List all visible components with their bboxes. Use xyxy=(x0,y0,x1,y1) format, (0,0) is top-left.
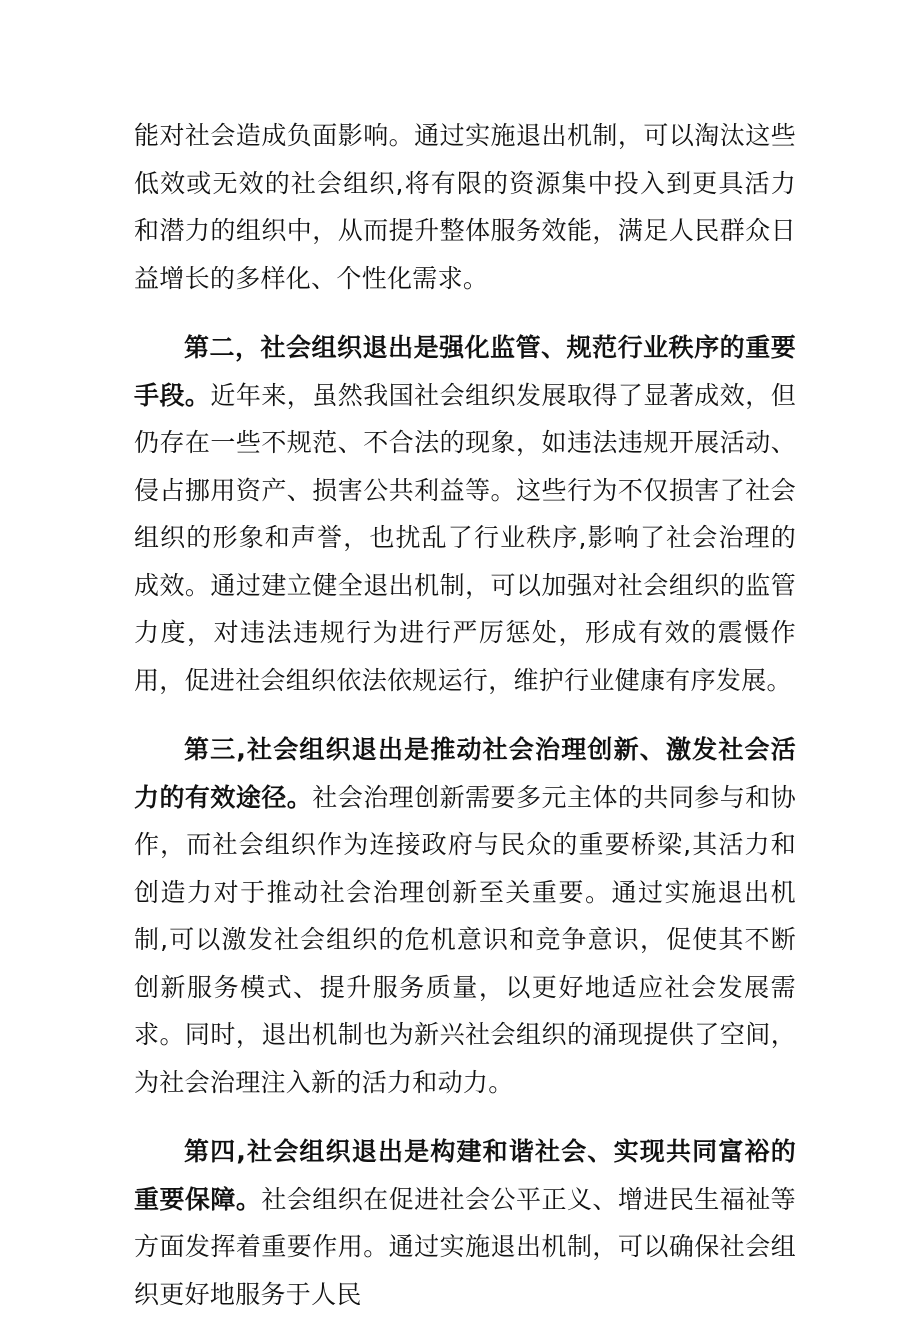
paragraph-body: 社会治理创新需要多元主体的共同参与和协作，而社会组织作为连接政府与民众的重要桥梁,其活力和创造力对于推动社会治理创新至关重要。通过实施退出机制,可以激发社会组织的危机意识和竞争意识，促使其不断创新服务模式、提升服务质量，以更好地适应社会发展需求。同时，退出机制也为新兴社会组织的涌现提供了空间，为社会治理注入新的活力和动力。 xyxy=(134,782,796,1097)
paragraph-body: 近年来，虽然我国社会组织发展取得了显著成效，但仍存在一些不规范、不合法的现象，如违法违规开展活动、侵占挪用资产、损害公共利益等。这些行为不仅损害了社会组织的形象和声誉，也扰乱了行业秩序,影响了社会治理的成效。通过建立健全退出机制，可以加强对社会组织的监管力度，对违法违规行为进行严厉惩处，形成有效的震慑作用，促进社会组织依法依规运行，维护行业健康有序发展。 xyxy=(134,380,796,695)
paragraph-lead: 第四,社会组织退出是构建和谐社会、实现共同富裕的重要保障。 xyxy=(134,1137,796,1214)
paragraph-body: 社会组织在促进社会公平正义、增进民生福祉等方面发挥着重要作用。通过实施退出机制，可以确保社会组织更好地服务于人民 xyxy=(134,1184,796,1309)
paragraph-body: 能对社会造成负面影响。通过实施退出机制，可以淘汰这些低效或无效的社会组织,将有限的资源集中投入到更具活力和潜力的组织中，从而提升整体服务效能，满足人民群众日益增长的多样化、个性化需求。 xyxy=(134,121,796,293)
paragraph-second-point xyxy=(134,324,796,704)
paragraph-lead: 第三,社会组织退出是推动社会治理创新、激发社会活力的有效途径。 xyxy=(134,735,796,812)
paragraph-lead: 第二，社会组织退出是强化监管、规范行业秩序的重要手段。 xyxy=(134,333,796,410)
paragraph-third-point xyxy=(134,726,796,1106)
paragraph-continuation xyxy=(134,112,796,302)
paragraph-fourth-point xyxy=(134,1128,796,1318)
